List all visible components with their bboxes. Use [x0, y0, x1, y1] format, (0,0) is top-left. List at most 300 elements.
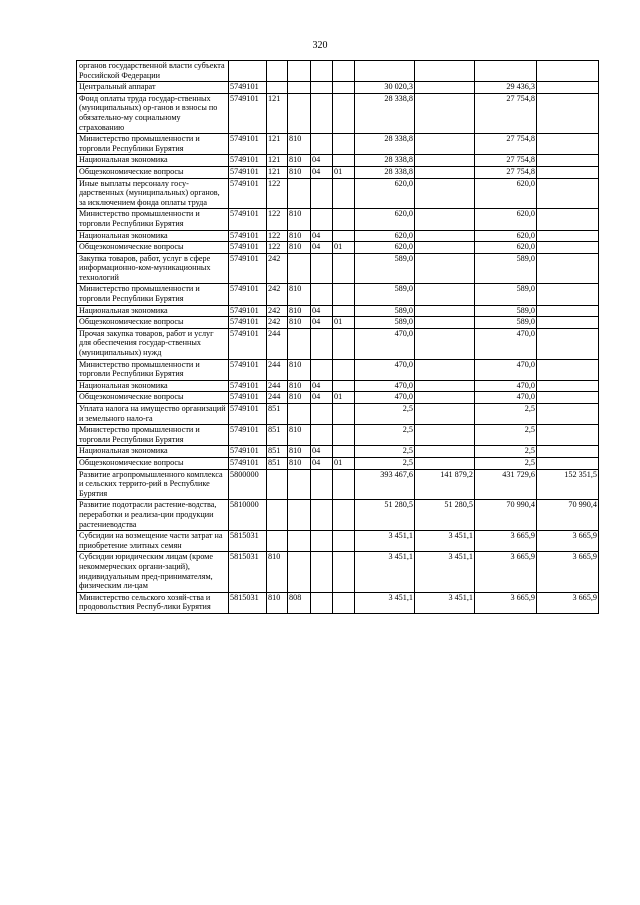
row-ministry-code: 810	[288, 134, 311, 155]
row-amount-1: 470,0	[355, 392, 415, 404]
row-amount-3: 27 754,8	[475, 155, 537, 167]
row-subsection	[333, 404, 355, 425]
row-section	[311, 531, 333, 552]
row-ministry-code: 810	[288, 425, 311, 446]
row-section	[311, 552, 333, 592]
row-section: 04	[311, 305, 333, 317]
row-amount-3: 620,0	[475, 230, 537, 242]
row-target-article: 5749101	[229, 284, 267, 305]
table-row	[77, 469, 599, 500]
row-name: Центральный аппарат	[77, 82, 229, 94]
row-ministry-code: 810	[288, 242, 311, 254]
row-name: Национальная экономика	[77, 380, 229, 392]
row-ministry-code: 810	[288, 446, 311, 458]
row-section: 04	[311, 392, 333, 404]
row-expense-type: 121	[267, 155, 288, 167]
table-row	[77, 209, 599, 230]
row-amount-1: 51 280,5	[355, 500, 415, 531]
row-amount-3: 589,0	[475, 305, 537, 317]
row-amount-4	[537, 317, 599, 329]
row-section: 04	[311, 230, 333, 242]
row-name: Иные выплаты персоналу госу-дарственных (муниципальных) органов, за исключением фонда оплаты труда	[77, 178, 229, 209]
row-expense-type: 244	[267, 392, 288, 404]
row-amount-1: 620,0	[355, 242, 415, 254]
row-amount-2	[415, 178, 475, 209]
row-subsection	[333, 531, 355, 552]
row-amount-4	[537, 284, 599, 305]
row-subsection: 01	[333, 242, 355, 254]
row-name: Национальная экономика	[77, 446, 229, 458]
row-subsection	[333, 469, 355, 500]
row-target-article: 5749101	[229, 404, 267, 425]
row-expense-type: 121	[267, 166, 288, 178]
row-ministry-code: 810	[288, 317, 311, 329]
row-target-article: 5749101	[229, 166, 267, 178]
row-expense-type: 122	[267, 230, 288, 242]
row-target-article: 5815031	[229, 592, 267, 613]
row-amount-3: 3 665,9	[475, 592, 537, 613]
row-section	[311, 500, 333, 531]
row-amount-3: 27 754,8	[475, 166, 537, 178]
table-row	[77, 592, 599, 613]
row-expense-type: 242	[267, 305, 288, 317]
row-expense-type: 122	[267, 178, 288, 209]
row-subsection	[333, 155, 355, 167]
row-expense-type	[267, 531, 288, 552]
row-name: Министерство промышленности и торговли Республики Бурятия	[77, 209, 229, 230]
row-section	[311, 469, 333, 500]
row-expense-type: 244	[267, 380, 288, 392]
row-amount-3: 470,0	[475, 328, 537, 359]
row-target-article: 5749101	[229, 82, 267, 94]
row-ministry-code: 810	[288, 380, 311, 392]
row-subsection	[333, 93, 355, 133]
row-amount-1: 28 338,8	[355, 166, 415, 178]
row-subsection	[333, 305, 355, 317]
row-amount-2	[415, 82, 475, 94]
row-amount-2	[415, 155, 475, 167]
row-section	[311, 134, 333, 155]
row-subsection	[333, 552, 355, 592]
row-section	[311, 425, 333, 446]
row-expense-type: 851	[267, 457, 288, 469]
row-amount-1: 30 020,3	[355, 82, 415, 94]
row-amount-2	[415, 425, 475, 446]
row-ministry-code	[288, 404, 311, 425]
row-target-article: 5749101	[229, 328, 267, 359]
row-amount-4	[537, 328, 599, 359]
row-amount-2	[415, 284, 475, 305]
row-amount-2	[415, 457, 475, 469]
row-ministry-code: 808	[288, 592, 311, 613]
row-amount-2	[415, 317, 475, 329]
row-target-article: 5749101	[229, 155, 267, 167]
row-amount-2: 3 451,1	[415, 552, 475, 592]
row-name: Общеэкономические вопросы	[77, 457, 229, 469]
table-row	[77, 425, 599, 446]
row-expense-type: 851	[267, 446, 288, 458]
page-number: 320	[312, 40, 328, 51]
row-expense-type: 851	[267, 404, 288, 425]
row-subsection	[333, 284, 355, 305]
row-amount-4	[537, 392, 599, 404]
row-amount-1: 28 338,8	[355, 93, 415, 133]
row-ministry-code: 810	[288, 457, 311, 469]
row-name: Министерство промышленности и торговли Республики Бурятия	[77, 134, 229, 155]
row-amount-4: 3 665,9	[537, 552, 599, 592]
row-amount-3: 29 436,3	[475, 82, 537, 94]
row-name: Общеэкономические вопросы	[77, 392, 229, 404]
table-row	[77, 230, 599, 242]
row-expense-type: 242	[267, 317, 288, 329]
row-name: Национальная экономика	[77, 305, 229, 317]
row-amount-4	[537, 359, 599, 380]
row-section	[311, 592, 333, 613]
row-name: Министерство промышленности и торговли Республики Бурятия	[77, 425, 229, 446]
row-amount-1: 2,5	[355, 425, 415, 446]
row-target-article	[229, 61, 267, 82]
row-ministry-code: 810	[288, 155, 311, 167]
row-amount-1: 470,0	[355, 359, 415, 380]
row-target-article: 5749101	[229, 253, 267, 284]
row-subsection	[333, 592, 355, 613]
table-row	[77, 166, 599, 178]
row-ministry-code	[288, 469, 311, 500]
row-amount-1: 620,0	[355, 230, 415, 242]
row-amount-1	[355, 61, 415, 82]
row-amount-1: 620,0	[355, 209, 415, 230]
row-expense-type: 121	[267, 134, 288, 155]
row-subsection	[333, 209, 355, 230]
row-amount-2	[415, 328, 475, 359]
row-expense-type: 810	[267, 592, 288, 613]
row-amount-1: 470,0	[355, 328, 415, 359]
row-ministry-code	[288, 178, 311, 209]
row-subsection	[333, 425, 355, 446]
row-target-article: 5749101	[229, 209, 267, 230]
row-amount-2	[415, 61, 475, 82]
row-expense-type	[267, 500, 288, 531]
row-amount-3: 3 665,9	[475, 531, 537, 552]
row-amount-3	[475, 61, 537, 82]
budget-table	[76, 60, 599, 614]
row-name: Развитие агропромышленного комплекса и сельских террито-рий в Республике Бурятия	[77, 469, 229, 500]
row-section	[311, 328, 333, 359]
row-target-article: 5749101	[229, 178, 267, 209]
row-target-article: 5749101	[229, 380, 267, 392]
row-amount-3: 589,0	[475, 253, 537, 284]
table-row	[77, 61, 599, 82]
row-amount-1: 470,0	[355, 380, 415, 392]
row-expense-type: 244	[267, 359, 288, 380]
row-subsection: 01	[333, 392, 355, 404]
row-amount-2: 51 280,5	[415, 500, 475, 531]
row-expense-type: 242	[267, 253, 288, 284]
row-amount-2	[415, 93, 475, 133]
row-target-article: 5749101	[229, 392, 267, 404]
row-amount-4: 70 990,4	[537, 500, 599, 531]
row-amount-3: 470,0	[475, 392, 537, 404]
row-section	[311, 404, 333, 425]
row-section	[311, 61, 333, 82]
row-amount-2	[415, 446, 475, 458]
row-ministry-code	[288, 500, 311, 531]
row-amount-3: 620,0	[475, 178, 537, 209]
row-section	[311, 93, 333, 133]
table-row	[77, 457, 599, 469]
row-amount-4	[537, 230, 599, 242]
row-subsection	[333, 380, 355, 392]
row-amount-3: 470,0	[475, 380, 537, 392]
row-ministry-code	[288, 531, 311, 552]
row-amount-1: 589,0	[355, 317, 415, 329]
row-amount-4	[537, 425, 599, 446]
row-amount-2	[415, 242, 475, 254]
row-section: 04	[311, 242, 333, 254]
row-target-article: 5810000	[229, 500, 267, 531]
row-amount-3: 70 990,4	[475, 500, 537, 531]
row-subsection	[333, 446, 355, 458]
row-amount-2	[415, 380, 475, 392]
row-amount-2	[415, 392, 475, 404]
row-ministry-code: 810	[288, 209, 311, 230]
row-amount-3: 620,0	[475, 209, 537, 230]
row-amount-1: 2,5	[355, 404, 415, 425]
row-target-article: 5749101	[229, 242, 267, 254]
row-section: 04	[311, 380, 333, 392]
row-section	[311, 253, 333, 284]
row-target-article: 5749101	[229, 457, 267, 469]
row-section: 04	[311, 457, 333, 469]
table-row	[77, 317, 599, 329]
row-amount-3: 2,5	[475, 446, 537, 458]
row-amount-4	[537, 380, 599, 392]
row-amount-4	[537, 305, 599, 317]
row-name: Общеэкономические вопросы	[77, 166, 229, 178]
row-ministry-code: 810	[288, 284, 311, 305]
row-ministry-code	[288, 552, 311, 592]
row-amount-4	[537, 61, 599, 82]
row-amount-1: 620,0	[355, 178, 415, 209]
row-ministry-code: 810	[288, 305, 311, 317]
table-row	[77, 93, 599, 133]
row-amount-2	[415, 253, 475, 284]
row-section	[311, 178, 333, 209]
row-subsection	[333, 359, 355, 380]
row-expense-type	[267, 469, 288, 500]
row-amount-1: 3 451,1	[355, 531, 415, 552]
row-amount-3: 27 754,8	[475, 93, 537, 133]
budget-table-body	[77, 61, 599, 614]
row-subsection	[333, 134, 355, 155]
row-target-article: 5749101	[229, 446, 267, 458]
table-row	[77, 284, 599, 305]
row-amount-3: 470,0	[475, 359, 537, 380]
row-name: Национальная экономика	[77, 230, 229, 242]
row-amount-1: 28 338,8	[355, 134, 415, 155]
table-row	[77, 552, 599, 592]
row-amount-2: 3 451,1	[415, 531, 475, 552]
row-amount-2	[415, 404, 475, 425]
row-expense-type: 121	[267, 93, 288, 133]
row-expense-type	[267, 61, 288, 82]
row-name: органов государственной власти субъекта Российской Федерации	[77, 61, 229, 82]
table-row	[77, 359, 599, 380]
row-ministry-code	[288, 93, 311, 133]
row-target-article: 5749101	[229, 317, 267, 329]
row-name: Фонд оплаты труда государ-ственных (муниципальных) ор-ганов и взносы по обязательно-му социальному страхованию	[77, 93, 229, 133]
row-target-article: 5800000	[229, 469, 267, 500]
table-row	[77, 446, 599, 458]
row-section: 04	[311, 166, 333, 178]
row-name: Уплата налога на имущество организаций и земельного нало-га	[77, 404, 229, 425]
row-subsection	[333, 61, 355, 82]
row-expense-type: 122	[267, 209, 288, 230]
row-amount-4	[537, 93, 599, 133]
row-amount-3: 27 754,8	[475, 134, 537, 155]
table-row	[77, 134, 599, 155]
row-amount-2	[415, 230, 475, 242]
row-subsection	[333, 230, 355, 242]
row-amount-1: 3 451,1	[355, 592, 415, 613]
row-name: Министерство промышленности и торговли Республики Бурятия	[77, 284, 229, 305]
row-name: Общеэкономические вопросы	[77, 317, 229, 329]
row-amount-1: 2,5	[355, 446, 415, 458]
row-amount-2	[415, 305, 475, 317]
table-row	[77, 500, 599, 531]
row-amount-1: 3 451,1	[355, 552, 415, 592]
row-section: 04	[311, 317, 333, 329]
table-row	[77, 242, 599, 254]
table-row	[77, 178, 599, 209]
row-amount-4	[537, 404, 599, 425]
row-amount-1: 28 338,8	[355, 155, 415, 167]
row-expense-type: 810	[267, 552, 288, 592]
row-name: Прочая закупка товаров, работ и услуг для обеспечения государ-ственных (муниципальных) нужд	[77, 328, 229, 359]
row-amount-1: 589,0	[355, 284, 415, 305]
row-amount-4	[537, 242, 599, 254]
row-amount-4: 3 665,9	[537, 531, 599, 552]
row-amount-1: 2,5	[355, 457, 415, 469]
row-target-article: 5749101	[229, 134, 267, 155]
row-amount-3: 3 665,9	[475, 552, 537, 592]
row-ministry-code: 810	[288, 166, 311, 178]
row-name: Министерство сельского хозяй-ства и продовольствия Респуб-лики Бурятия	[77, 592, 229, 613]
row-amount-4	[537, 457, 599, 469]
row-section	[311, 82, 333, 94]
row-amount-4	[537, 209, 599, 230]
row-target-article: 5749101	[229, 359, 267, 380]
row-amount-2	[415, 134, 475, 155]
row-section	[311, 284, 333, 305]
row-amount-1: 393 467,6	[355, 469, 415, 500]
row-amount-4: 3 665,9	[537, 592, 599, 613]
row-amount-4	[537, 178, 599, 209]
row-subsection: 01	[333, 166, 355, 178]
row-section: 04	[311, 446, 333, 458]
row-amount-4	[537, 155, 599, 167]
row-amount-2	[415, 166, 475, 178]
row-amount-4	[537, 82, 599, 94]
row-ministry-code	[288, 328, 311, 359]
row-ministry-code	[288, 253, 311, 284]
table-row	[77, 155, 599, 167]
table-row	[77, 253, 599, 284]
row-name: Субсидии на возмещение части затрат на приобретение элитных семян	[77, 531, 229, 552]
row-amount-4	[537, 446, 599, 458]
row-subsection	[333, 500, 355, 531]
row-target-article: 5749101	[229, 305, 267, 317]
table-row	[77, 380, 599, 392]
row-target-article: 5815031	[229, 531, 267, 552]
row-section	[311, 209, 333, 230]
row-ministry-code	[288, 82, 311, 94]
row-amount-3: 589,0	[475, 317, 537, 329]
row-name: Субсидии юридическим лицам (кроме некоммерческих органи-заций), индивидуальным пред-принимателям, физическим ли-цам	[77, 552, 229, 592]
row-ministry-code: 810	[288, 392, 311, 404]
row-ministry-code: 810	[288, 359, 311, 380]
row-amount-2	[415, 209, 475, 230]
table-row	[77, 82, 599, 94]
table-row	[77, 305, 599, 317]
row-name: Общеэкономические вопросы	[77, 242, 229, 254]
row-amount-3: 2,5	[475, 404, 537, 425]
row-amount-3: 620,0	[475, 242, 537, 254]
table-row	[77, 531, 599, 552]
row-amount-1: 589,0	[355, 305, 415, 317]
row-subsection	[333, 82, 355, 94]
row-amount-3: 2,5	[475, 457, 537, 469]
row-name: Развитие подотрасли растение-водства, переработки и реализа-ции продукции растениеводства	[77, 500, 229, 531]
row-amount-4	[537, 253, 599, 284]
row-section	[311, 359, 333, 380]
row-name: Национальная экономика	[77, 155, 229, 167]
row-ministry-code	[288, 61, 311, 82]
row-amount-3: 431 729,6	[475, 469, 537, 500]
table-row	[77, 392, 599, 404]
row-amount-3: 2,5	[475, 425, 537, 446]
row-section: 04	[311, 155, 333, 167]
row-target-article: 5749101	[229, 93, 267, 133]
row-name: Министерство промышленности и торговли Республики Бурятия	[77, 359, 229, 380]
row-amount-3: 589,0	[475, 284, 537, 305]
row-target-article: 5749101	[229, 230, 267, 242]
row-amount-4	[537, 166, 599, 178]
row-subsection	[333, 178, 355, 209]
row-amount-2: 3 451,1	[415, 592, 475, 613]
row-subsection: 01	[333, 457, 355, 469]
row-expense-type	[267, 82, 288, 94]
row-target-article: 5815031	[229, 552, 267, 592]
row-amount-4	[537, 134, 599, 155]
row-subsection: 01	[333, 317, 355, 329]
row-expense-type: 851	[267, 425, 288, 446]
row-subsection	[333, 328, 355, 359]
row-amount-4: 152 351,5	[537, 469, 599, 500]
row-target-article: 5749101	[229, 425, 267, 446]
row-subsection	[333, 253, 355, 284]
row-expense-type: 244	[267, 328, 288, 359]
row-expense-type: 242	[267, 284, 288, 305]
table-row	[77, 404, 599, 425]
row-amount-1: 589,0	[355, 253, 415, 284]
table-row	[77, 328, 599, 359]
row-amount-2	[415, 359, 475, 380]
row-ministry-code: 810	[288, 230, 311, 242]
row-amount-2: 141 879,2	[415, 469, 475, 500]
row-expense-type: 122	[267, 242, 288, 254]
row-name: Закупка товаров, работ, услуг в сфере информационно-ком-муникационных технологий	[77, 253, 229, 284]
